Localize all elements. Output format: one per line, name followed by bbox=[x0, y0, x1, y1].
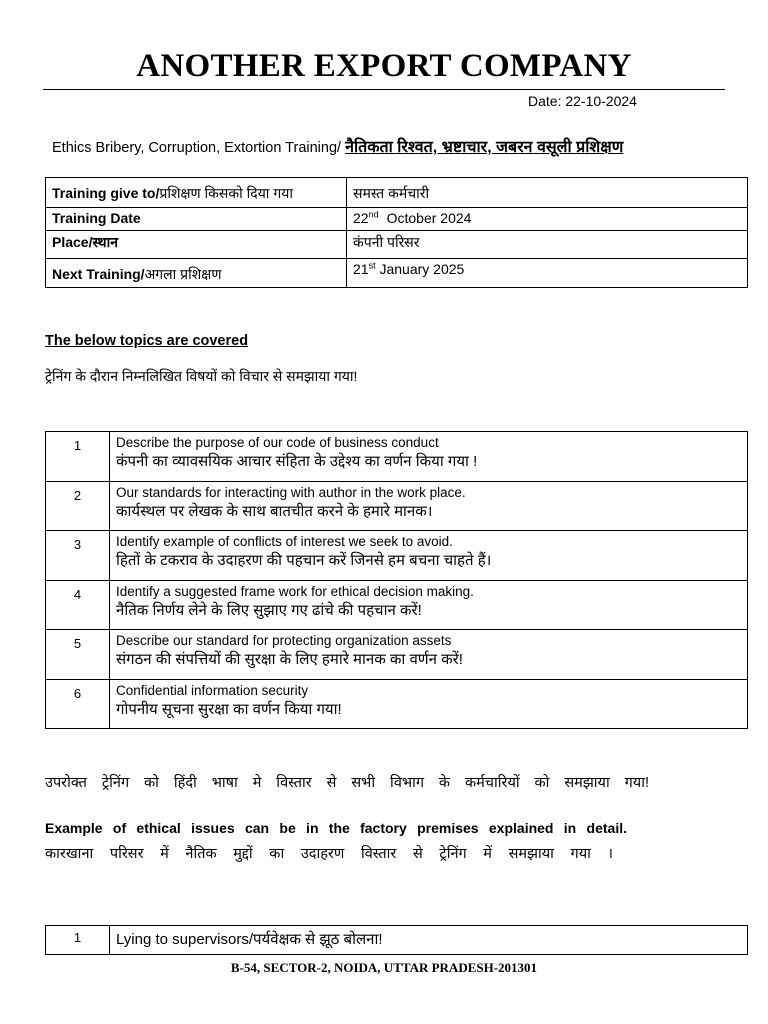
next-label-en: Next Training/ bbox=[52, 266, 145, 282]
topic-text bbox=[110, 679, 748, 729]
topics-subheading: ट्रेनिंग के दौरान निम्नलिखित विषयों को विचार से समझाया गया! bbox=[45, 368, 358, 384]
topics-heading: The below topics are covered bbox=[45, 333, 249, 349]
info-value-place: कंपनी परिसर bbox=[347, 231, 748, 259]
topics-table bbox=[45, 431, 748, 729]
info-row-date bbox=[46, 208, 748, 231]
topic-english: Describe the purpose of our code of business conduct bbox=[116, 435, 439, 450]
topic-row bbox=[46, 679, 748, 729]
topic-text bbox=[110, 432, 748, 482]
topic-hindi: हितों के टकराव के उदाहरण की पहचान करें जिनसे हम बचना चाहते हैं। bbox=[116, 552, 492, 569]
info-row-place bbox=[46, 231, 748, 259]
topic-english: Describe our standard for protecting organization assets bbox=[116, 633, 452, 648]
topic-row bbox=[46, 432, 748, 482]
training-subject bbox=[52, 135, 623, 157]
info-value-date bbox=[347, 208, 748, 231]
topic-english: Identify example of conflicts of interest we seek to avoid. bbox=[116, 534, 453, 549]
info-value-next-training bbox=[347, 259, 748, 288]
topic-hindi: गोपनीय सूचना सुरक्षा का वर्णन किया गया! bbox=[116, 700, 342, 718]
info-label-place: Place/स्थान bbox=[46, 231, 347, 259]
subject-english: Ethics Bribery, Corruption, Extortion Training/ bbox=[52, 140, 346, 156]
info-row-given-to bbox=[46, 178, 748, 208]
topic-hindi: नैतिक निर्णय लेने के लिए सुझाए गए ढांचे की पहचान करें! bbox=[116, 601, 422, 619]
topic-hindi: संगठन की संपत्तियों की सुरक्षा के लिए हमारे मानक का वर्णन करें! bbox=[116, 651, 463, 668]
topic-number: 3 bbox=[46, 531, 110, 581]
topic-row bbox=[46, 531, 748, 581]
ethical-issues-paragraph-en: Example of ethical issues can be in the factory premises explained in detail. bbox=[45, 820, 627, 836]
topic-row bbox=[46, 630, 748, 680]
topic-hindi: कंपनी का व्यावसयिक आचार संहिता के उद्देश्य का वर्णन किया गया ! bbox=[116, 453, 478, 470]
topic-number: 2 bbox=[46, 481, 110, 531]
topic-text bbox=[110, 531, 748, 581]
issue-row bbox=[46, 926, 748, 955]
company-name: ANOTHER EXPORT COMPANY bbox=[136, 48, 632, 84]
ethical-issues-paragraph-hi: कारखाना परिसर में नैतिक मुद्दों का उदाहरण विस्तार से ट्रेनिंग में समझाया गया । bbox=[45, 846, 613, 862]
training-info-table bbox=[45, 177, 748, 288]
topic-english: Confidential information security bbox=[116, 682, 309, 698]
info-value-given-to: समस्त कर्मचारी bbox=[347, 178, 748, 208]
topic-row bbox=[46, 580, 748, 630]
info-row-next-training bbox=[46, 259, 748, 288]
next-label-hi: अगला प्रशिक्षण bbox=[144, 266, 222, 282]
issue-text: Lying to supervisors/पर्यवेक्षक से झूठ बोलना! bbox=[110, 926, 748, 955]
next-rest: January 2025 bbox=[375, 261, 465, 277]
given-to-label-hi: प्रशिक्षण किसको दिया गया bbox=[159, 185, 293, 201]
document-date: Date: 22-10-2024 bbox=[528, 93, 637, 109]
topic-number: 5 bbox=[46, 630, 110, 680]
topic-english: Identify a suggested frame work for ethical decision making. bbox=[116, 583, 474, 599]
topic-text bbox=[110, 481, 748, 531]
topic-number: 4 bbox=[46, 580, 110, 630]
topic-hindi: कार्यस्थल पर लेखक के साथ बातचीत करने के हमारे मानक। bbox=[116, 502, 433, 520]
topic-text bbox=[110, 580, 748, 630]
topic-english: Our standards for interacting with author in the work place. bbox=[116, 484, 466, 500]
issue-number: 1 bbox=[46, 926, 110, 955]
given-to-label-en: Training give to/ bbox=[52, 185, 160, 201]
ethical-issues-table bbox=[45, 925, 748, 955]
topic-number: 6 bbox=[46, 679, 110, 729]
subject-hindi: नैतिकता रिश्वत, भ्रष्टाचार, जबरन वसूली प्रशिक्षण bbox=[345, 139, 624, 156]
title-divider bbox=[43, 89, 725, 90]
footer-address: B-54, SECTOR-2, NOIDA, UTTAR PRADESH-201301 bbox=[230, 960, 538, 975]
topic-row bbox=[46, 481, 748, 531]
next-suffix: st bbox=[368, 260, 376, 271]
date-day: 22 bbox=[353, 210, 369, 226]
date-suffix: nd bbox=[368, 209, 379, 220]
hindi-explanation-paragraph: उपरोक्त ट्रेनिंग को हिंदी भाषा मे विस्तार से सभी विभाग के कर्मचारियों को समझाया गया! bbox=[45, 775, 649, 791]
next-day: 21 bbox=[353, 261, 369, 277]
info-label-next-training bbox=[46, 259, 347, 288]
info-label-given-to bbox=[46, 178, 347, 208]
date-rest: October 2024 bbox=[386, 210, 472, 226]
topic-text bbox=[110, 630, 748, 680]
topic-number: 1 bbox=[46, 432, 110, 482]
info-label-date: Training Date bbox=[46, 208, 347, 231]
